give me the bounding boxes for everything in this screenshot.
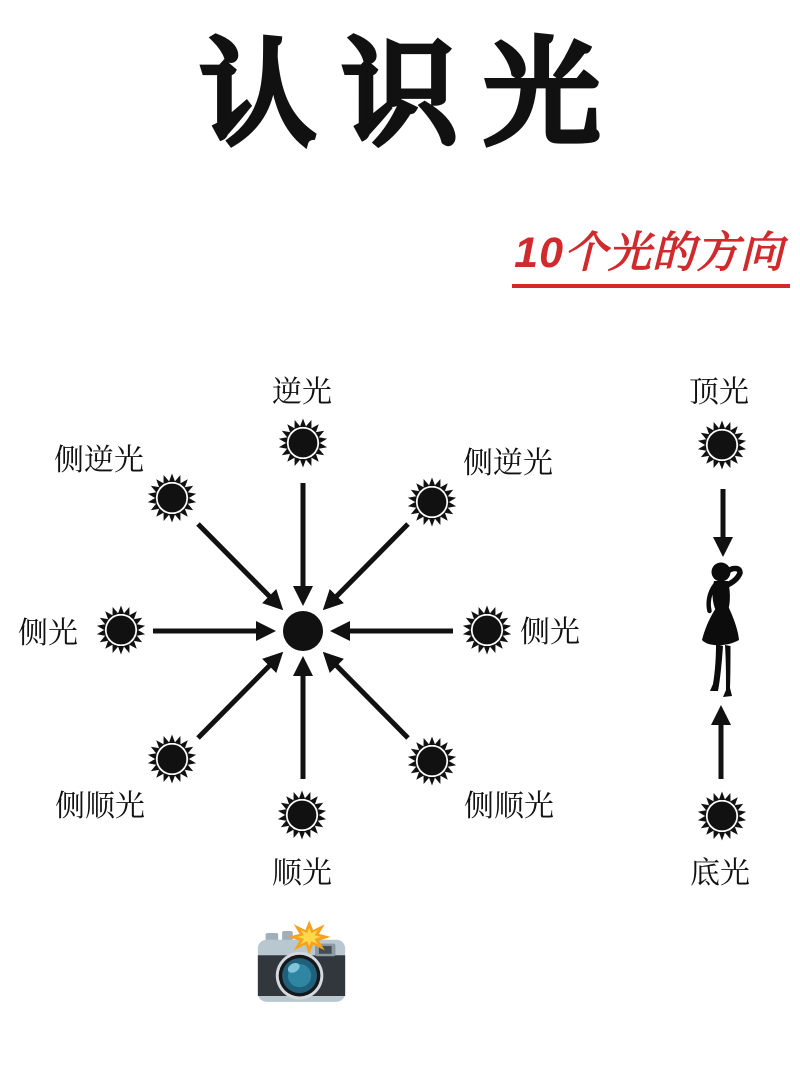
sun-icon-top-right [407, 477, 457, 527]
sun-icon-bottom [277, 790, 327, 840]
label-side-backlight-right: 侧逆光 [463, 447, 553, 480]
page-title: 认识光 [200, 29, 626, 159]
sun-icon-top [278, 418, 328, 468]
arrow-icon-bottom-left [198, 656, 279, 738]
arrow-icon-top-left [198, 524, 279, 606]
page-subtitle: 10个光的方向 [512, 219, 790, 288]
label-backlight: 逆光 [272, 376, 332, 409]
label-side-backlight-left: 侧逆光 [54, 444, 144, 477]
label-side-light-right: 侧光 [520, 616, 580, 649]
camera-flash-icon [253, 920, 350, 1008]
label-side-front-light-left: 侧顺光 [55, 790, 145, 823]
label-front-light: 顺光 [272, 857, 332, 890]
sun-icon-bottom-right [407, 736, 457, 786]
label-top-light: 顶光 [689, 376, 749, 409]
sun-icon-right [462, 605, 512, 655]
label-bottom-light: 底光 [690, 857, 750, 890]
arrow-icon-bottom-right [327, 656, 408, 738]
sun-icon-top-left [147, 473, 197, 523]
label-side-light-left: 侧光 [18, 617, 78, 650]
person-silhouette-icon [694, 560, 752, 702]
sun-icon-left [96, 605, 146, 655]
sun-icon-bottom-left [147, 734, 197, 784]
sun-icon-bottom-light [697, 791, 747, 841]
subject-dot-icon [283, 611, 323, 651]
label-side-front-light-right: 侧顺光 [464, 790, 554, 823]
sun-icon-top-light [697, 420, 747, 470]
arrow-icon-top-right [327, 524, 408, 606]
